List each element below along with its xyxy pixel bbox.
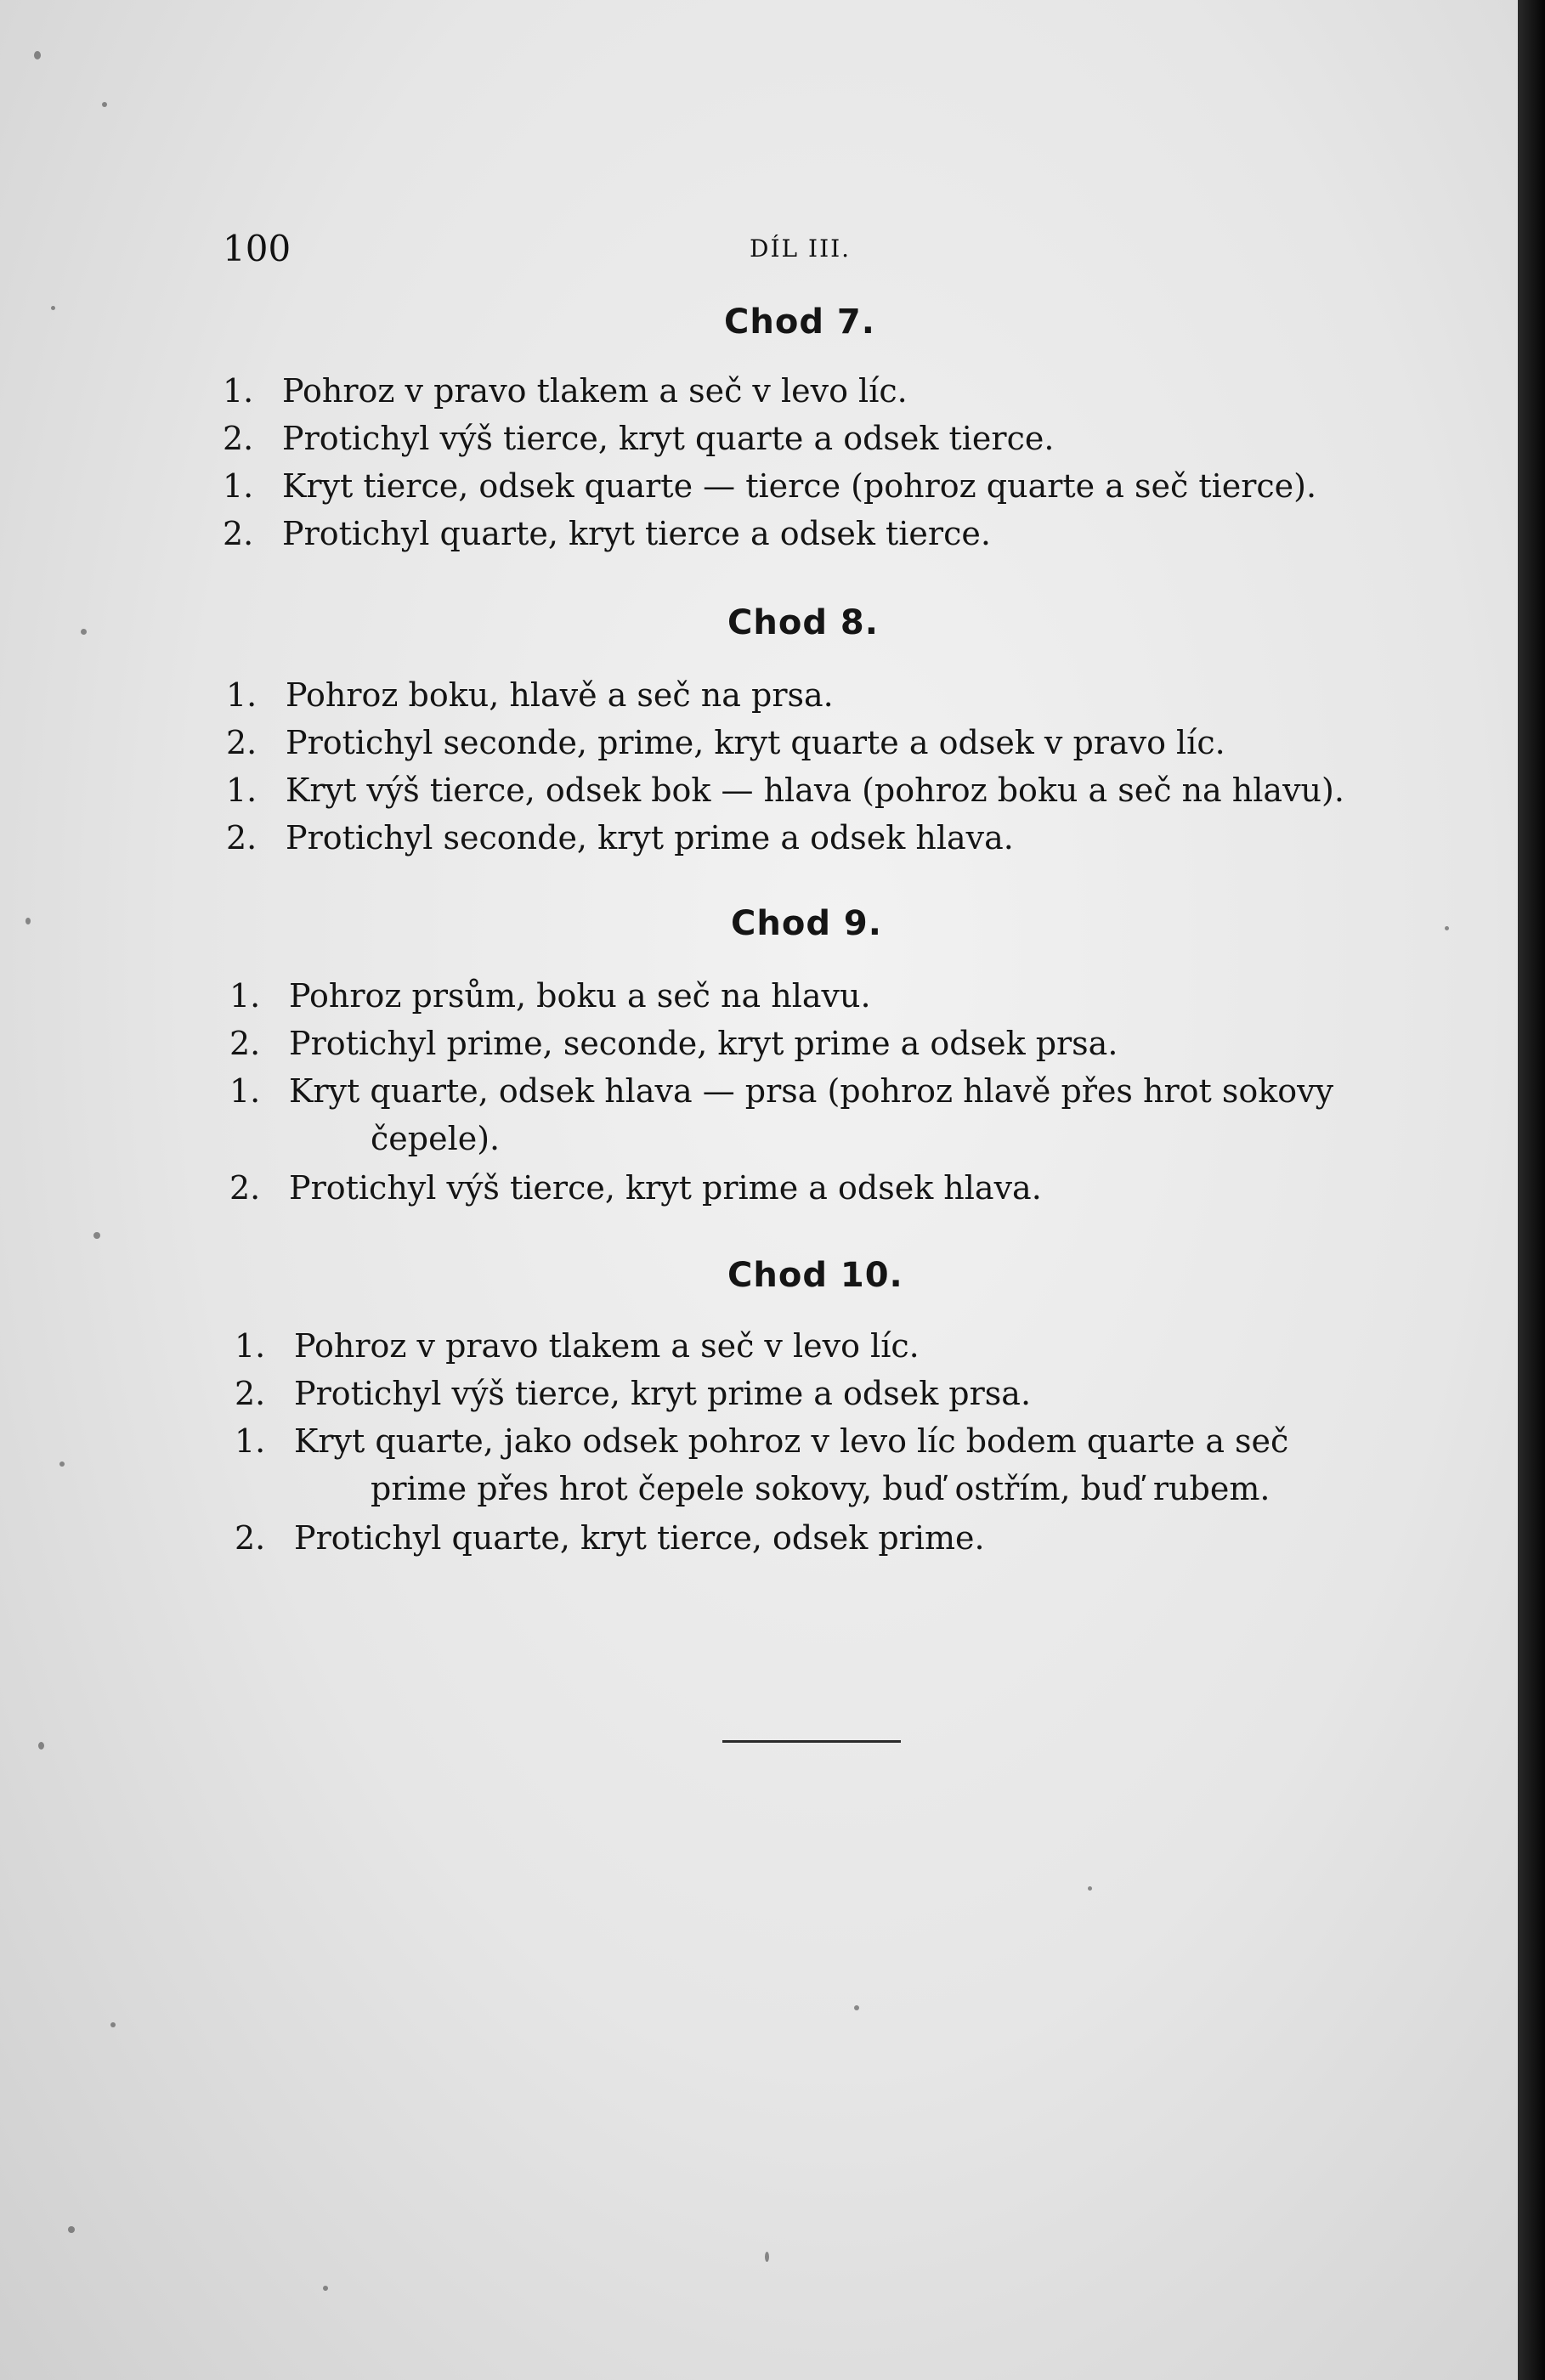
item-text: Protichyl quarte, kryt tierce a odsek tierce. bbox=[282, 515, 991, 552]
scan-speck bbox=[25, 918, 31, 924]
section-title: Chod 10. bbox=[727, 1256, 903, 1295]
list-item bbox=[235, 1322, 920, 1370]
item-number: 2. bbox=[226, 819, 258, 856]
scan-speck bbox=[1445, 926, 1449, 930]
item-number: 1. bbox=[226, 772, 258, 809]
list-item bbox=[223, 510, 991, 557]
item-text: Pohroz v pravo tlakem a seč v levo líc. bbox=[282, 372, 908, 410]
scan-speck bbox=[93, 1232, 100, 1239]
item-text: Protichyl seconde, prime, kryt quarte a odsek v pravo líc. bbox=[286, 724, 1225, 761]
running-head bbox=[223, 228, 903, 270]
item-number: 1. bbox=[229, 977, 261, 1015]
item-number: 2. bbox=[229, 1169, 261, 1207]
item-continuation: čepele). bbox=[371, 1120, 501, 1157]
item-text: Kryt výš tierce, odsek bok — hlava (pohroz boku a seč na hlavu). bbox=[286, 772, 1344, 809]
list-item bbox=[226, 671, 834, 719]
scan-speck bbox=[81, 629, 87, 635]
item-number: 2. bbox=[226, 724, 258, 761]
list-item bbox=[229, 1020, 1118, 1067]
page-number: 100 bbox=[223, 228, 291, 269]
list-item bbox=[235, 1417, 1288, 1465]
list-item bbox=[229, 1067, 1333, 1115]
item-text: Pohroz boku, hlavě a seč na prsa. bbox=[286, 676, 834, 714]
list-item bbox=[229, 972, 871, 1020]
item-number: 1. bbox=[235, 1327, 266, 1365]
item-text: Kryt quarte, odsek hlava — prsa (pohroz hlavě přes hrot sokovy bbox=[289, 1072, 1334, 1110]
list-item bbox=[235, 1370, 1031, 1417]
item-text: Protichyl quarte, kryt tierce, odsek prime. bbox=[294, 1519, 985, 1557]
item-number: 1. bbox=[223, 467, 254, 505]
scan-speck bbox=[323, 2286, 328, 2291]
item-number: 2. bbox=[235, 1375, 266, 1412]
scan-speck bbox=[110, 2022, 116, 2027]
item-text: Protichyl seconde, kryt prime a odsek hlava. bbox=[286, 819, 1014, 856]
scan-border bbox=[1518, 0, 1545, 2380]
item-number: 1. bbox=[229, 1072, 261, 1110]
item-text: Kryt tierce, odsek quarte — tierce (pohroz quarte a seč tierce). bbox=[282, 467, 1317, 505]
item-text: Protichyl výš tierce, kryt prime a odsek hlava. bbox=[289, 1169, 1042, 1207]
item-text: Protichyl výš tierce, kryt prime a odsek prsa. bbox=[294, 1375, 1032, 1412]
item-number: 2. bbox=[235, 1519, 266, 1557]
list-item bbox=[235, 1514, 985, 1562]
scan-speck bbox=[765, 2252, 769, 2262]
scan-speck bbox=[1088, 1886, 1092, 1891]
scan-speck bbox=[854, 2005, 859, 2010]
section-title: Chod 9. bbox=[731, 904, 882, 943]
scan-speck bbox=[102, 102, 107, 107]
scan-speck bbox=[51, 306, 55, 310]
list-item bbox=[229, 1164, 1042, 1212]
item-text: Protichyl výš tierce, kryt quarte a odsek tierce. bbox=[282, 420, 1055, 457]
list-item bbox=[226, 719, 1225, 766]
list-item bbox=[223, 367, 908, 415]
section-title: Chod 8. bbox=[727, 603, 879, 642]
end-rule bbox=[722, 1740, 901, 1743]
item-text: Pohroz prsům, boku a seč na hlavu. bbox=[289, 977, 871, 1015]
item-text: Kryt quarte, jako odsek pohroz v levo líc bodem quarte a seč bbox=[294, 1422, 1289, 1460]
item-number: 2. bbox=[223, 515, 254, 552]
part-title: DÍL III. bbox=[750, 235, 852, 263]
item-number: 2. bbox=[229, 1025, 261, 1062]
item-number: 2. bbox=[223, 420, 254, 457]
scan-speck bbox=[59, 1461, 65, 1467]
section-title: Chod 7. bbox=[724, 302, 875, 342]
list-item bbox=[223, 462, 1316, 510]
item-number: 1. bbox=[226, 676, 258, 714]
list-item bbox=[226, 814, 1014, 862]
scan-speck bbox=[68, 2226, 75, 2233]
item-text: Protichyl prime, seconde, kryt prime a odsek prsa. bbox=[289, 1025, 1118, 1062]
scan-speck bbox=[34, 51, 41, 59]
item-number: 1. bbox=[223, 372, 254, 410]
list-item bbox=[223, 415, 1054, 462]
item-continuation: prime přes hrot čepele sokovy, buď ostřím, buď rubem. bbox=[371, 1470, 1271, 1507]
scan-speck bbox=[38, 1742, 44, 1750]
item-text: Pohroz v pravo tlakem a seč v levo líc. bbox=[294, 1327, 920, 1365]
list-item bbox=[226, 766, 1344, 814]
item-number: 1. bbox=[235, 1422, 266, 1460]
